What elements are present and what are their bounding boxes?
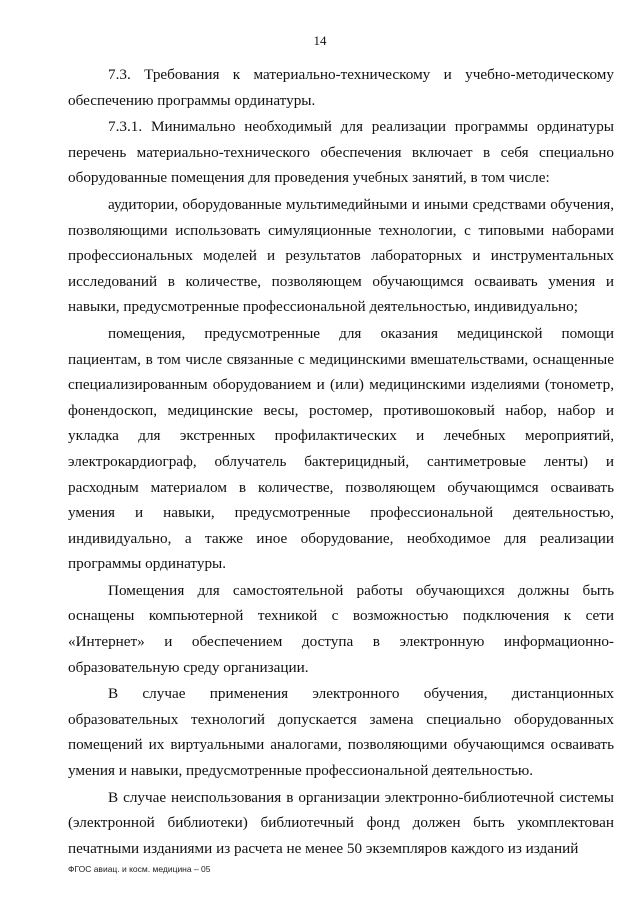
footer-note: ФГОС авиац. и косм. медицина – 05 — [68, 864, 211, 874]
body-text — [68, 62, 614, 861]
paragraph-section-heading: 7.3. Требования к материально-техническому и учебно-методическому обеспечению программы ординатуры. — [68, 66, 614, 109]
page-number: 14 — [313, 33, 327, 48]
paragraph-library: В случае неиспользования в организации электронно-библиотечной системы (электронной библиотеки) библиотечный фонд должен быть укомплектован печатными изданиями из расчета не менее 50 экземпляров каждого из изданий — [68, 788, 614, 857]
paragraph-e-learning: В случае применения электронного обучения, дистанционных образовательных технологий допускается замена специально оборудованных помещений их виртуальными аналогами, позволяющими обучающимся осваивать умения и навыки, предусмотренные профессиональной деятельностью. — [68, 685, 614, 780]
paragraph-self-study-rooms: Помещения для самостоятельной работы обучающихся должны быть оснащены компьютерной техникой с возможностью подключения к сети «Интернет» и обеспечением доступа в электронную информационно-образовательную среду организации. — [68, 581, 614, 676]
paragraph-medical-rooms: помещения, предусмотренные для оказания медицинской помощи пациентам, в том числе связанные с медицинскими вмешательствами, оснащенные специализированным оборудованием и (или) медицинскими изделиями (тонометр, фонендоскоп, медицинские весы, ростомер, противошоковый набор, набор и укладка для экстренных профилактических и лечебных мероприятий, электрокардиограф, облучатель бактерицидный, сантиметровые ленты) и расходным материалом в количестве, позволяющем обучающимся осваивать умения и навыки, предусмотренные профессиональной деятельностью, индивидуально, а также иное оборудование, необходимое для реализации программы ординатуры. — [68, 324, 614, 573]
paragraph-requirements-intro: 7.3.1. Минимально необходимый для реализации программы ординатуры перечень материально-технического обеспечения включает в себя специально оборудованные помещения для проведения учебных занятий, в том числе: — [68, 118, 614, 187]
paragraph-auditoriums: аудитории, оборудованные мультимедийными и иными средствами обучения, позволяющими использовать симуляционные технологии, с типовыми наборами профессиональных моделей и результатов лабораторных и инструментальных исследований в количестве, позволяющем обучающимся осваивать умения и навыки, предусмотренные профессиональной деятельностью, индивидуально; — [68, 195, 614, 316]
